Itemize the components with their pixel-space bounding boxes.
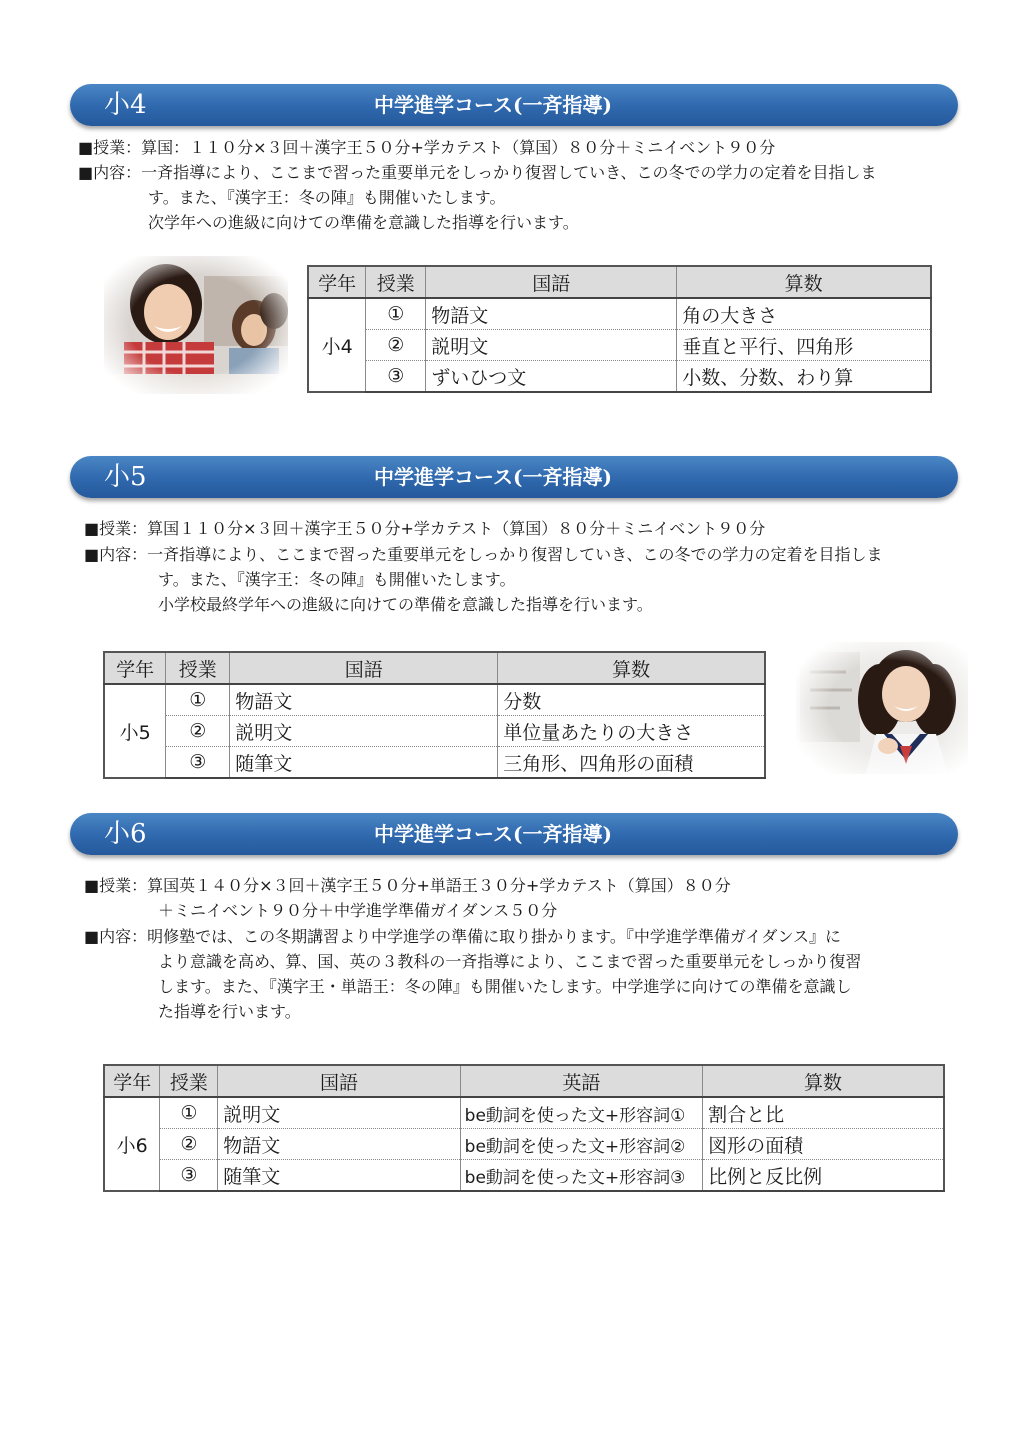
table-row [308,298,931,330]
table-row [104,684,765,716]
table-row [104,1160,944,1192]
header-lesson: 授業 [166,652,230,684]
lesson-number: ② [366,330,426,361]
banner-grade-label: 小6 [104,819,147,849]
banner-course-title: 中学進学コース(一斉指導) [374,822,612,846]
table-row [308,330,931,361]
lesson-number: ② [166,716,230,747]
header-grade: 学年 [308,266,366,298]
kokugo-unit: 説明文 [218,1097,460,1129]
banner-grade-label: 小5 [104,462,147,492]
kokugo-unit: 随筆文 [218,1160,460,1192]
classroom-students-photo [104,256,288,394]
content-line-2: より意識を高め、算、国、英の３教科の一斉指導により、ここまで習った重要単元をしっかり復習 [158,952,862,971]
table-row [104,747,765,779]
schedule-table-grade5 [103,651,766,779]
content-line-3: します。また、『漢字王・単語王：冬の陣』も開催いたします。中学進学に向けての準備を意識し [158,977,852,996]
lesson-number: ③ [160,1160,218,1192]
sansu-unit: 小数、分数、わり算 [677,361,931,393]
content-line-1: ■内容：一斉指導により、ここまで習った重要単元をしっかり復習していき、この冬での学力の定着を目指しま [78,163,877,182]
table-row [308,361,931,393]
lesson-number: ① [366,298,426,330]
header-sansu: 算数 [677,266,931,298]
eigo-unit: be動詞を使った文+形容詞② [460,1129,702,1160]
header-eigo: 英語 [460,1065,702,1097]
table-row [104,1129,944,1160]
header-sansu: 算数 [498,652,765,684]
header-lesson: 授業 [160,1065,218,1097]
lesson-line-1: ■授業：算国英１４０分×３回＋漢字王５０分+単語王３０分+学カテスト（算国）８０分 [84,876,731,895]
sansu-unit: 三角形、四角形の面積 [498,747,765,779]
grade-cell: 小4 [308,298,366,392]
header-grade: 学年 [104,1065,160,1097]
lesson-number: ③ [366,361,426,393]
header-kokugo: 国語 [218,1065,460,1097]
kokugo-unit: 説明文 [426,330,677,361]
sansu-unit: 角の大きさ [677,298,931,330]
content-line-4: た指導を行います。 [158,1002,301,1021]
eigo-unit: be動詞を使った文+形容詞③ [460,1160,702,1192]
grade-cell: 小6 [104,1097,160,1191]
header-lesson: 授業 [366,266,426,298]
schedule-table-grade6 [103,1064,945,1192]
student-uniform-photo [796,642,968,774]
eigo-unit: be動詞を使った文+形容詞① [460,1097,702,1129]
banner-course-title: 中学進学コース(一斉指導) [374,93,612,117]
lesson-line: ■授業：算国：１１０分×３回＋漢字王５０分+学カテスト（算国）８０分＋ミニイベント９０分 [78,138,776,157]
banner-course-title: 中学進学コース(一斉指導) [374,465,612,489]
sansu-unit: 分数 [498,684,765,716]
header-sansu: 算数 [703,1065,944,1097]
lesson-line-2: ＋ミニイベント９０分＋中学進学準備ガイダンス５０分 [158,901,558,920]
sansu-unit: 単位量あたりの大きさ [498,716,765,747]
kokugo-unit: ずいひつ文 [426,361,677,393]
sansu-unit: 比例と反比例 [703,1160,944,1192]
header-grade: 学年 [104,652,166,684]
schedule-table-grade4 [307,265,932,393]
lesson-number: ① [166,684,230,716]
section-banner-grade6 [70,813,958,855]
sansu-unit: 図形の面積 [703,1129,944,1160]
lesson-number: ② [160,1129,218,1160]
kokugo-unit: 物語文 [426,298,677,330]
sansu-unit: 垂直と平行、四角形 [677,330,931,361]
header-kokugo: 国語 [230,652,498,684]
kokugo-unit: 物語文 [230,684,498,716]
content-line-3: 次学年への進級に向けての準備を意識した指導を行います。 [148,213,579,232]
content-line-1: ■内容：一斉指導により、ここまで習った重要単元をしっかり復習していき、この冬での学力の定着を目指しま [84,545,883,564]
section-banner-grade4 [70,84,958,126]
section-banner-grade5 [70,456,958,498]
sansu-unit: 割合と比 [703,1097,944,1129]
banner-grade-label: 小4 [104,90,147,120]
content-line-1: ■内容：明修塾では、この冬期講習より中学進学の準備に取り掛かります。『中学進学準備ガイダンス』に [84,927,842,946]
table-row [104,716,765,747]
grade-cell: 小5 [104,684,166,778]
kokugo-unit: 説明文 [230,716,498,747]
content-line-2: す。また、『漢字王：冬の陣』も開催いたします。 [158,570,516,589]
kokugo-unit: 物語文 [218,1129,460,1160]
kokugo-unit: 随筆文 [230,747,498,779]
lesson-number: ③ [166,747,230,779]
lesson-number: ① [160,1097,218,1129]
table-row [104,1097,944,1129]
header-kokugo: 国語 [426,266,677,298]
content-line-3: 小学校最終学年への進級に向けての準備を意識した指導を行います。 [158,595,653,614]
content-line-2: す。また、『漢字王：冬の陣』も開催いたします。 [148,188,506,207]
lesson-line: ■授業：算国１１０分×３回＋漢字王５０分+学カテスト（算国）８０分＋ミニイベント９０分 [84,519,766,538]
